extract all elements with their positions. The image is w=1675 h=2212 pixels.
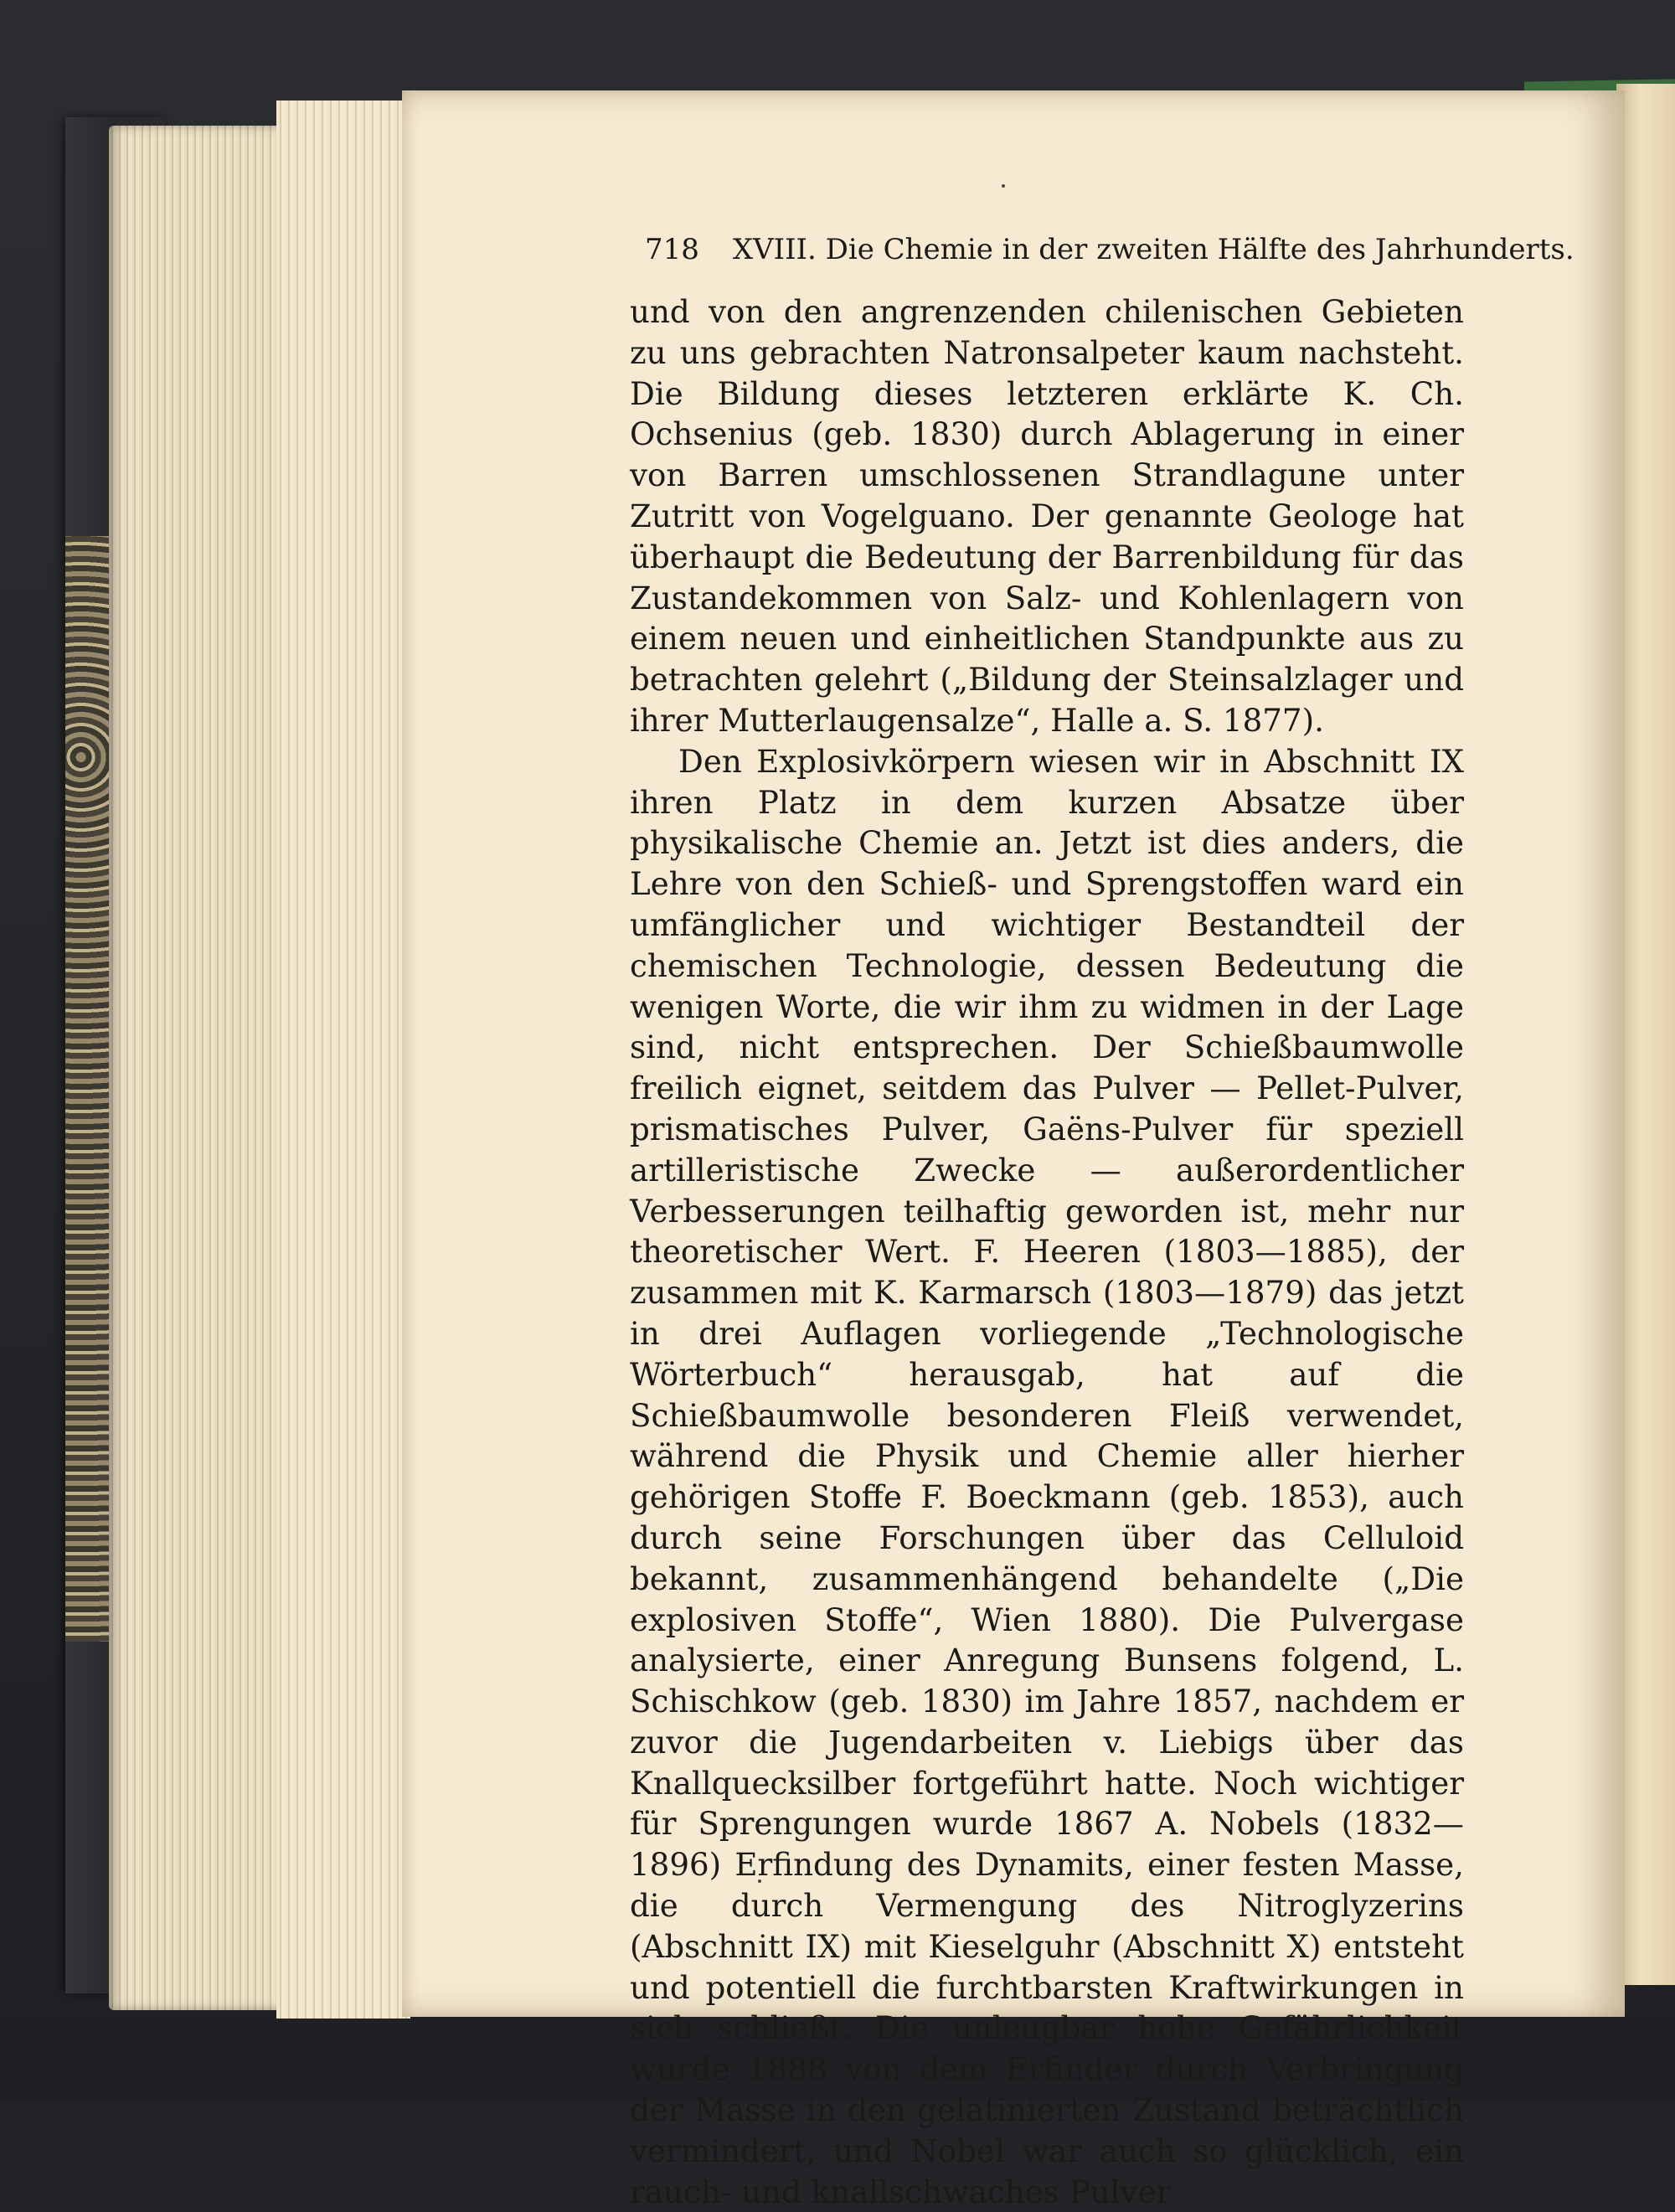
running-head-title: XVIII. Die Chemie in der zweiten Hälfte des Jahrhunderts. <box>732 233 1574 266</box>
running-header <box>645 233 1574 266</box>
page-number: 718 <box>645 233 699 266</box>
paragraph: Den Explosivkörpern wiesen wir in Abschnitt IX ihren Platz in dem kurzen Absatze über physikalische Chemie an. Jetzt ist dies anders, die Lehre von den Schieß- und Sprengstoffen ward ein umfänglicher und wichtiger Bestandteil der chemischen Technologie, dessen Bedeutung die wenigen Worte, die wir ihm zu widmen in der Lage sind, nicht entsprechen. Der Schießbaumwolle freilich eignet, seitdem das Pulver — Pellet-Pulver, prismatisches Pulver, Gaëns-Pulver für speziell artilleristische Zwecke — außerordentlicher Verbesserungen teilhaftig geworden ist, mehr nur theoretischer Wert. F. Heeren (1803—1885), der zusammen mit K. Karmarsch (1803—1879) das jetzt in drei Auflagen vorliegende „Technologische Wörterbuch“ herausgab, hat auf die Schießbaumwolle besonderen Fleiß verwendet, während die Physik und Chemie aller hierher gehörigen Stoffe F. Boeckmann (geb. 1853), auch durch seine Forschungen über das Celluloid bekannt, zusammenhängend behandelte („Die explosiven Stoffe“, Wien 1880). Die Pulvergase analysierte, einer Anregung Bunsens folgend, L. Schischkow (geb. 1830) im Jahre 1857, nachdem er zuvor die Jugendarbeiten v. Liebigs über das Knallquecksilber fortgeführt hatte. Noch wichtiger für Sprengungen wurde 1867 A. Nobels (1832—1896) Erfindung des Dynamits, einer festen Masse, die durch Vermengung des Nitroglyzerins (Abschnitt IX) mit Kieselguhr (Abschnitt X) entsteht und potentiell die furchtbarsten Kraftwirkungen in sich schließt. Die unleugbar hohe Gefährlichkeit wurde 1888 von dem Erfinder durch Verbringung der Masse in den gelatinierten Zustand beträchtlich vermindert, und Nobel war auch so glücklich, ein rauch- und knallschwaches Pulver <box>630 742 1464 2210</box>
paragraph: und von den angrenzenden chilenischen Gebieten zu uns gebrachten Natronsalpeter kaum nachsteht. Die Bildung dieses letzteren erklärte K. Ch. Ochsenius (geb. 1830) durch Ablagerung in einer von Barren umschlossenen Strandlagune unter Zutritt von Vogelguano. Der genannte Geologe hat überhaupt die Bedeutung der Barrenbildung für das Zustandekommen von Salz- und Kohlenlagern von einem neuen und einheitlichen Standpunkte aus zu betrachten gelehrt („Bildung der Steinsalzlager und ihrer Mutterlaugensalze“, Halle a. S. 1877). <box>630 293 1464 739</box>
paper-speck <box>1002 184 1005 188</box>
page-block-edges-inner <box>276 101 410 2019</box>
facing-page-edge <box>1616 84 1675 1985</box>
body-text <box>630 291 1464 2212</box>
